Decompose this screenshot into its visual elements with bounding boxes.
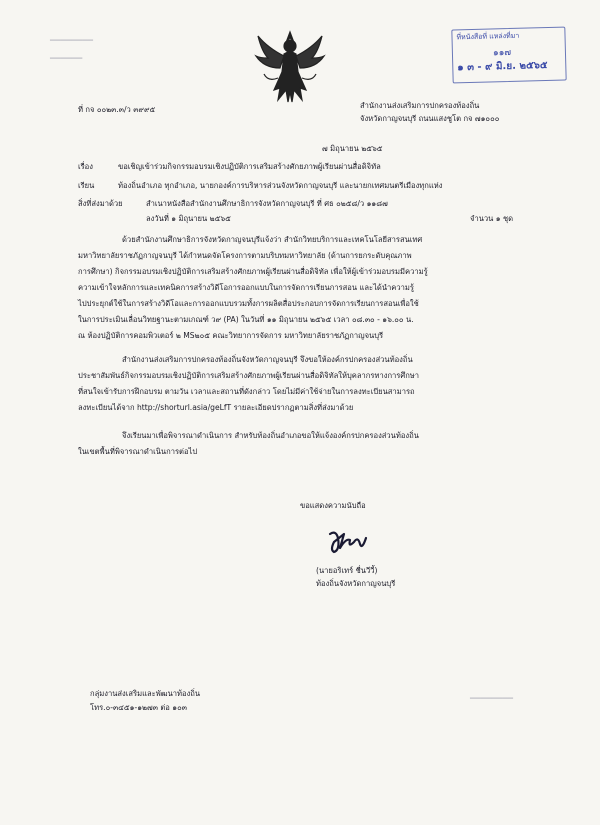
paragraph-line: ณ ห้องปฏิบัติการคอมพิวเตอร์ ๒ MS๒๐๕ คณะวิทยาการจัดการ มหาวิทยาลัยราชภัฏกาญจนบุรี — [78, 331, 384, 340]
subject-text: ขอเชิญเข้าร่วมกิจกรรมอบรมเชิงปฏิบัติการเสริมสร้างศักยภาพผู้เรียนผ่านสื่อดิจิทัล — [118, 162, 381, 171]
office-address-line-1: สำนักงานส่งเสริมการปกครองท้องถิ่น — [360, 101, 480, 110]
to-label: เรียน — [78, 181, 95, 190]
to-text: ท้องถิ่นอำเภอ ทุกอำเภอ, นายกองค์การบริหารส่วนจังหวัดกาญจนบุรี และนายกเทศมนตรีเมืองทุกแห่ง — [118, 181, 443, 190]
stamp-line-1: ที่หนังสือที่ แหล่งที่มา — [456, 31, 520, 42]
received-stamp — [451, 27, 566, 84]
signer-title: ท้องถิ่นจังหวัดกาญจนบุรี — [316, 579, 396, 588]
paragraph-line: สำนักงานส่งเสริมการปกครองท้องถิ่นจังหวัดกาญจนบุรี จึงขอให้องค์กรปกครองส่วนท้องถิ่น — [122, 355, 413, 364]
enclosure-count: จำนวน ๑ ชุด — [470, 214, 514, 223]
paragraph-line: มหาวิทยาลัยราชภัฏกาญจนบุรี ได้กำหนดจัดโครงการตามบริบทมหาวิทยาลัย (ด้านการยกระดับคุณภาพ — [78, 251, 412, 260]
paragraph-line: ในเขตพื้นที่พิจารณาดำเนินการต่อไป — [78, 447, 198, 456]
garuda-emblem-icon — [254, 28, 326, 106]
enclosure-label: สิ่งที่ส่งมาด้วย — [78, 199, 123, 208]
paragraph-2 — [78, 354, 538, 413]
paragraph-line: ลงทะเบียนได้จาก http://shorturl.asia/geLfT รายละเอียดปรากฏตามสิ่งที่ส่งมาด้วย — [78, 403, 354, 412]
paragraph-line: ที่สนใจเข้ารับการฝึกอบรม ตามวัน เวลาและสถานที่ดังกล่าว โดยไม่มีค่าใช้จ่ายในการลงทะเบียนสามารถ — [78, 387, 415, 396]
closing-text: ขอแสดงความนับถือ — [300, 501, 366, 510]
paragraph-3 — [78, 430, 538, 457]
paragraph-line: ประชาสัมพันธ์กิจกรรมอบรมเชิงปฏิบัติการเสริมสร้างศักยภาพผู้เรียนผ่านสื่อดิจิทัลให้บุคลากรทางการศึกษา — [78, 371, 420, 380]
paragraph-line: ด้วยสำนักงานศึกษาธิการจังหวัดกาญจนบุรีแจ้งว่า สำนักวิทยบริการและเทคโนโลยีสารสนเทศ — [122, 235, 423, 244]
enclosure-date: ลงวันที่ ๑ มิถุนายน ๒๕๖๕ — [146, 214, 231, 223]
reference-number: ที่ กจ ๐๐๒๓.๓/ว ๓๙๙๕ — [78, 105, 156, 114]
office-address-line-2: จังหวัดกาญจนบุรี ถนนแสงชูโต กจ ๗๑๐๐๐ — [360, 114, 500, 123]
stamp-line-2: ๑๑๗ — [492, 47, 512, 59]
footer-phone: โทร.๐-๓๔๕๑-๑๒๗๓ ต่อ ๑๐๓ — [90, 703, 187, 712]
stamp-line-3: ๑ ๓ - ๙ มิ.ย. ๒๕๖๕ — [457, 59, 548, 74]
bleed-through-text: ▁▁▁▁▁▁ — [50, 51, 83, 59]
handwritten-signature-icon — [326, 528, 370, 558]
subject-label: เรื่อง — [78, 162, 93, 171]
bleed-through-text: ▁▁▁▁▁▁▁▁ — [470, 691, 514, 699]
paragraph-line: การศึกษา) กิจกรรมอบรมเชิงปฏิบัติการเสริมสร้างศักยภาพผู้เรียนผ่านสื่อดิจิทัล เพื่อให้ผู้เข้าร่วมอบรมมีความรู้ — [78, 267, 428, 276]
paragraph-1 — [78, 234, 538, 341]
paragraph-line: ความเข้าใจหลักการและเทคนิคการสร้างวิดีโอการออกแบบในการจัดการเรียนการสอน และได้นำความรู้ — [78, 283, 414, 292]
signer-name: (นายอริเทร์ ชื่นวีวี้) — [316, 566, 378, 575]
document-date: ๗ มิถุนายน ๒๕๖๕ — [322, 144, 383, 153]
bleed-through-text: ▁▁▁▁▁▁▁▁ — [50, 33, 94, 41]
enclosure-text: สำเนาหนังสือสำนักงานศึกษาธิการจังหวัดกาญจนบุรี ที่ ศธ ๐๒๕๘/ว ๑๑๘๗ — [146, 199, 388, 208]
paragraph-line: ไปประยุกต์ใช้ในการสร้างวิดีโอและการออกแบบรวมทั้งการผลิตสื่อประกอบการจัดการเรียนการสอนเพื่อใช้ — [78, 299, 419, 308]
paragraph-line: จึงเรียนมาเพื่อพิจารณาดำเนินการ สำหรับท้องถิ่นอำเภอขอให้แจ้งองค์กรปกครองส่วนท้องถิ่น — [122, 431, 419, 440]
footer-department: กลุ่มงานส่งเสริมและพัฒนาท้องถิ่น — [90, 689, 201, 698]
paragraph-line: ในการประเมินเลื่อนวิทยฐานะตามเกณฑ์ ว๙ (PA) ในวันที่ ๑๑ มิถุนายน ๒๕๖๕ เวลา ๐๘.๓๐ - ๑๖.๐๐ น. — [78, 315, 414, 324]
